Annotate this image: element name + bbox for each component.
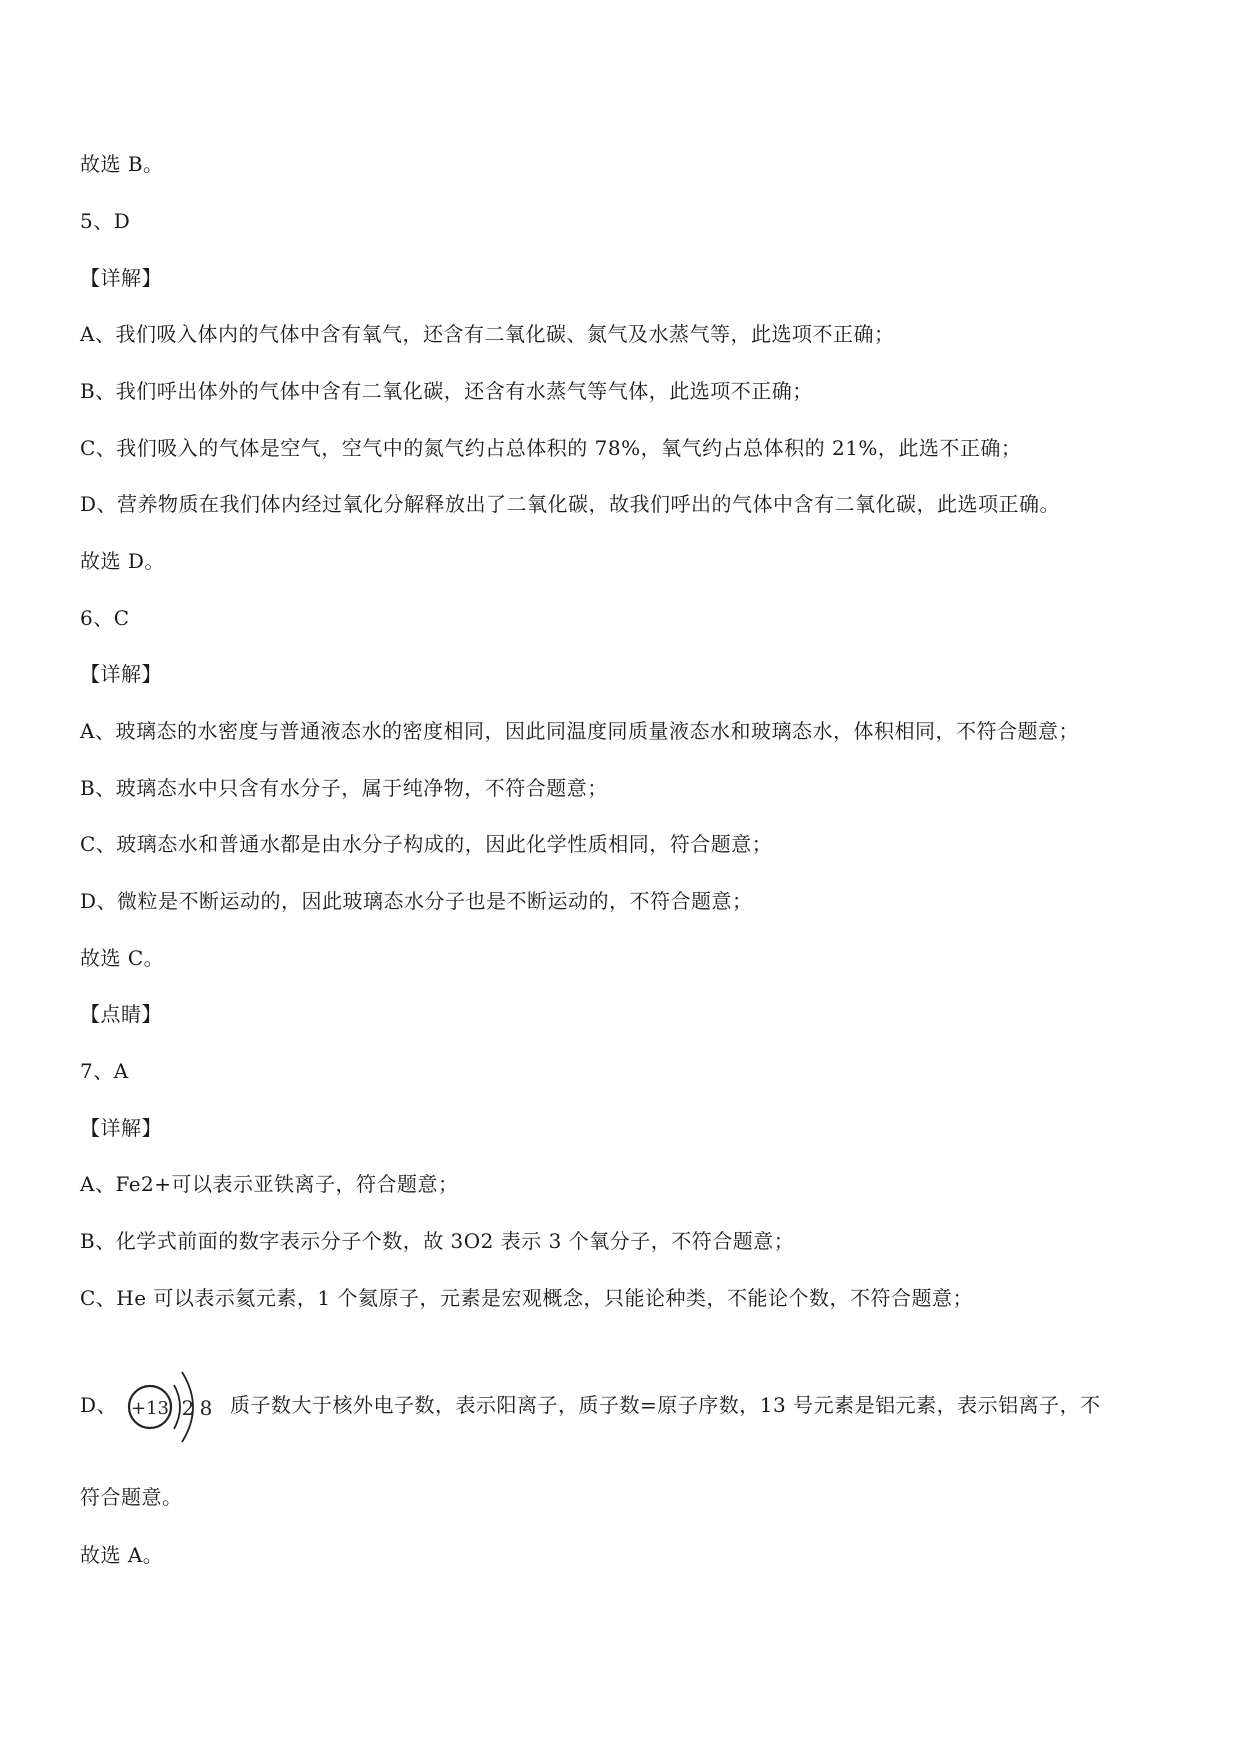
shell-2-electrons: 8 <box>199 1396 213 1420</box>
answer-conclusion-4: 故选 B。 <box>80 152 164 176</box>
question-7-option-d-continued: 符合题意。 <box>80 1485 183 1509</box>
question-5-answer: 5、D <box>80 209 131 233</box>
aluminum-ion-structure-diagram <box>124 1352 224 1462</box>
answer-conclusion-6: 故选 C。 <box>80 946 165 970</box>
question-7-option-b: B、化学式前面的数字表示分子个数，故 3O2 表示 3 个氧分子，不符合题意； <box>80 1229 795 1253</box>
question-5-option-b: B、我们呼出体外的气体中含有二氧化碳，还含有水蒸气等气体，此选项不正确； <box>80 379 813 403</box>
question-6-option-d: D、微粒是不断运动的，因此玻璃态水分子也是不断运动的，不符合题意； <box>80 889 753 913</box>
question-6-option-c: C、玻璃态水和普通水都是由水分子构成的，因此化学性质相同，符合题意； <box>80 832 773 856</box>
question-6-option-a: A、玻璃态的水密度与普通液态水的密度相同，因此同温度同质量液态水和玻璃态水，体积相同，不符合题意； <box>80 719 1079 743</box>
question-5-option-a: A、我们吸入体内的气体中含有氧气，还含有二氧化碳、氮气及水蒸气等，此选项不正确； <box>80 322 895 346</box>
answer-conclusion-7: 故选 A。 <box>80 1543 164 1567</box>
question-6-detail-heading: 【详解】 <box>80 662 162 686</box>
answer-conclusion-5: 故选 D。 <box>80 549 165 573</box>
nucleus-charge: +13 <box>131 1398 169 1419</box>
electron-shell-1-arc <box>174 1385 180 1429</box>
question-6-tip-heading: 【点睛】 <box>80 1002 162 1026</box>
question-5-detail-heading: 【详解】 <box>80 266 162 290</box>
question-7-option-d-text: 质子数大于核外电子数，表示阳离子，质子数=原子序数，13 号元素是铝元素，表示铝离子，不 <box>230 1393 1101 1417</box>
question-5-option-c: C、我们吸入的气体是空气，空气中的氮气约占总体积的 78%，氧气约占总体积的 21%，此选不正确； <box>80 436 1022 460</box>
question-7-option-a: A、Fe2+可以表示亚铁离子，符合题意； <box>80 1172 459 1196</box>
question-7-answer: 7、A <box>80 1059 129 1083</box>
question-7-option-d-label: D、 <box>80 1393 118 1417</box>
question-6-answer: 6、C <box>80 606 130 630</box>
shell-1-electrons: 2 <box>181 1396 195 1420</box>
question-6-option-b: B、玻璃态水中只含有水分子，属于纯净物，不符合题意； <box>80 776 608 800</box>
question-5-option-d: D、营养物质在我们体内经过氧化分解释放出了二氧化碳，故我们呼出的气体中含有二氧化碳，此选项正确。 <box>80 492 1061 516</box>
question-7-detail-heading: 【详解】 <box>80 1116 162 1140</box>
question-7-option-c: C、He 可以表示氦元素，1 个氦原子，元素是宏观概念，只能论种类，不能论个数，不符合题意； <box>80 1286 974 1310</box>
